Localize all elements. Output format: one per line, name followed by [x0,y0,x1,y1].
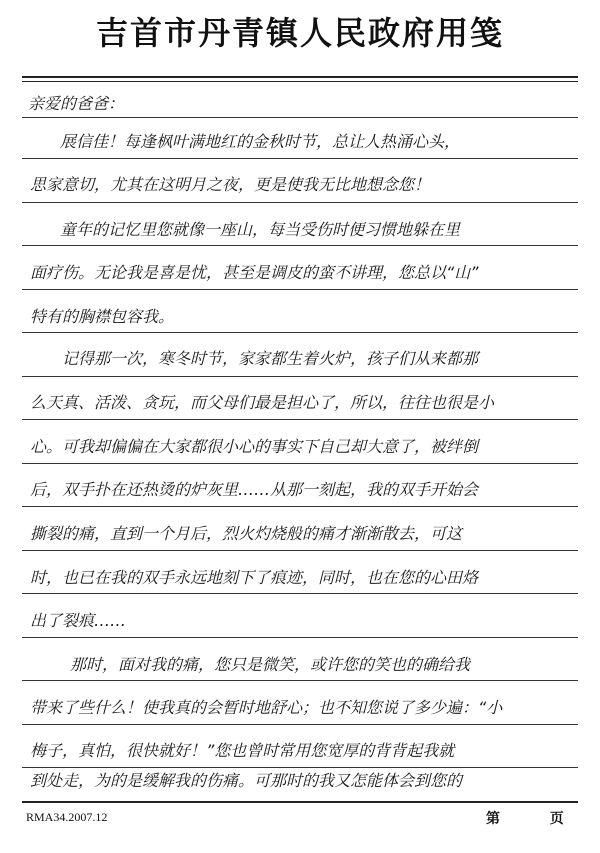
ruled-line [22,550,578,551]
top-double-rule-thin [22,81,578,82]
ruled-line [22,376,578,377]
ruled-line [22,332,578,333]
letter-line: 带来了些什么！使我真的会暂时地舒心；也不知您说了多少遍：“小 [30,698,503,717]
ruled-line [22,506,578,507]
ruled-line [22,637,578,638]
letter-line: 么天真、活泼、贪玩，而父母们最是担心了，所以，往往也很是小 [30,393,495,412]
ruled-line [22,158,578,159]
ruled-line [22,245,578,246]
letter-line: 梅子，真怕，很快就好！”您也曾时常用您宽厚的背背起我就 [30,741,455,760]
letter-line: 童年的记忆里您就像一座山，每当受伤时便习惯地躲在里 [60,220,461,239]
letter-line: 特有的胸襟包容我。 [30,307,175,326]
ruled-line [22,680,578,681]
letter-line: 展信佳！每逢枫叶满地红的金秋时节，总让人热涌心头， [60,132,461,151]
bottom-rule [22,801,578,803]
page-number-label [486,808,564,828]
top-double-rule [22,76,578,78]
letter-line: 心。可我却偏偏在大家都很小心的事实下自己却大意了，被绊倒 [30,437,479,456]
ruled-line [22,593,578,594]
ruled-line [22,117,578,118]
page-label-di: 第 [486,811,500,827]
letter-line: 面疗伤。无论我是喜是忧，甚至是调皮的蛮不讲理，您总以“山” [30,263,479,282]
letter-line: 撕裂的痛，直到一个月后，烈火灼烧般的痛才渐渐散去，可这 [30,524,463,543]
letter-line: 记得那一次，寒冬时节，家家都生着火炉，孩子们从来都那 [62,349,479,368]
letter-line: 后，双手扑在还热烫的炉灰里……从那一刻起，我的双手开始会 [30,480,479,499]
letter-line: 那时，面对我的痛，您只是微笑，或许您的笑也的确给我 [70,655,471,674]
ruled-line [22,202,578,203]
letter-line: 思家意切，尤其在这明月之夜，更是使我无比地想念您！ [30,175,431,194]
ruled-line [22,419,578,420]
letter-line: 时，也已在我的双手永远地刻下了痕迹，同时，也在您的心田烙 [30,568,479,587]
ruled-line [22,724,578,725]
ruled-line [22,289,578,290]
form-code: RMA34.2007.12 [26,810,108,824]
letter-line: 出了裂痕…… [30,611,127,630]
letterhead-title: 吉首市丹青镇人民政府用笺 [95,14,504,52]
page-label-ye: 页 [549,811,564,827]
ruled-line [22,463,578,464]
letter-line: 到处走，为的是缓解我的伤痛。可那时的我又怎能体会到您的 [30,771,463,790]
letter-line: 亲爱的爸爸： [28,94,125,113]
